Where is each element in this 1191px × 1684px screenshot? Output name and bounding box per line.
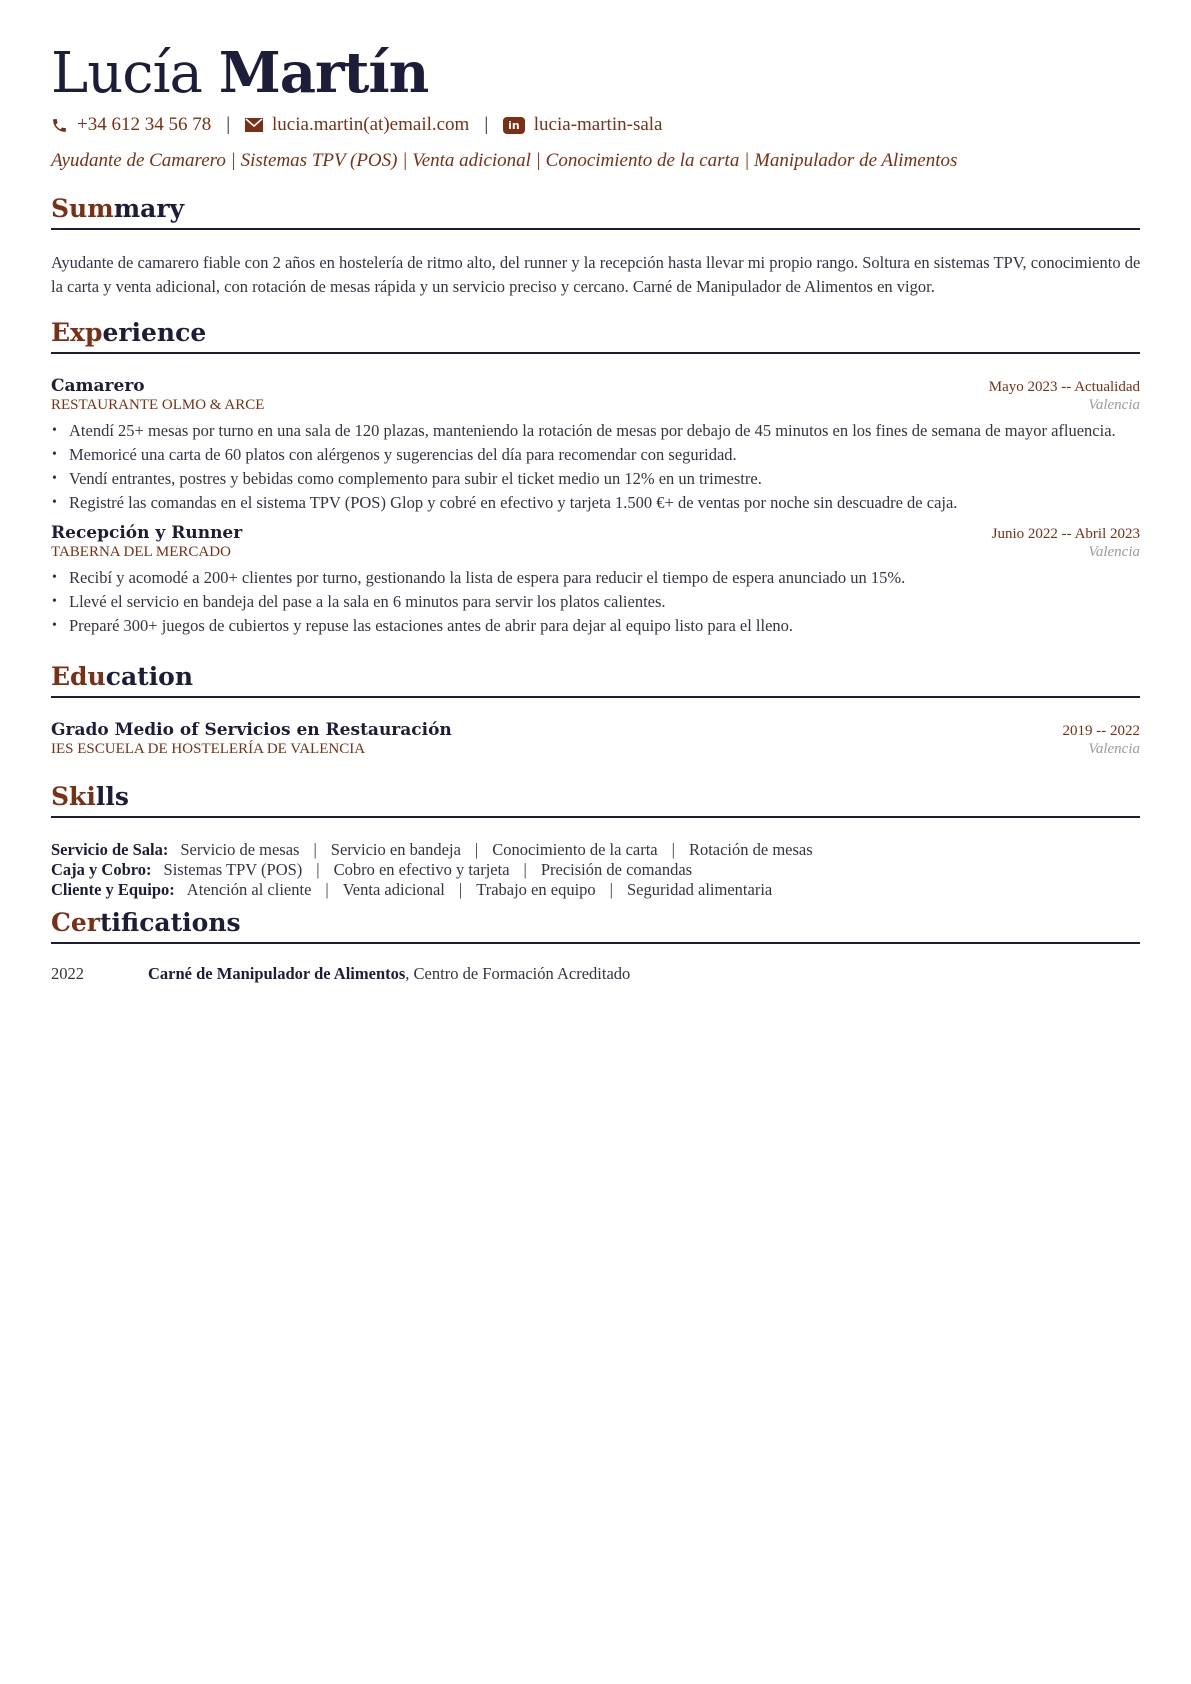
cert-year: 2022 [51, 964, 84, 983]
bullet-item: • Registré las comandas en el sistema TPV (POS) Glop y cobré en efectivo y tarjeta 1.500 €+ de ventas por noche sin descuadre de caja. [69, 491, 1140, 515]
contact-separator: | [226, 114, 231, 135]
phone-icon [51, 117, 68, 134]
cert-issuer: , Centro de Formación Acreditado [405, 964, 631, 983]
bullet-item: • Llevé el servicio en bandeja del pase a la sala en 6 minutos para servir los platos calientes. [69, 590, 1140, 614]
last-name: Martín [218, 40, 429, 106]
skill-item: Servicio en bandeja [330, 840, 461, 859]
job-entry [51, 523, 1140, 638]
skill-separator: | [474, 840, 479, 859]
skill-separator: | [316, 860, 320, 879]
skill-item: Conocimiento de la carta [492, 840, 658, 859]
contact-line [51, 112, 1140, 138]
skill-separator: | [523, 860, 527, 879]
linkedin-icon [503, 117, 525, 134]
section-title-summary [51, 194, 1140, 230]
job-entry [51, 376, 1140, 515]
title-rest: tifications [99, 908, 241, 937]
title-accent: Sum [51, 194, 114, 223]
job-location: Valencia [1088, 544, 1140, 560]
title-rest: cation [105, 662, 194, 691]
bullet-item: • Memoricé una carta de 60 platos con alérgenos y sugerencias del día para recomendar con seguridad. [69, 443, 1140, 467]
skill-item: Venta adicional [342, 880, 445, 899]
tagline: Ayudante de Camarero | Sistemas TPV (POS) | Venta adicional | Conocimiento de la carta | Manipulador de Alimentos [51, 150, 958, 171]
job-dates: Junio 2022 -- Abril 2023 [991, 526, 1140, 542]
degree-title: Grado Medio of Servicios en Restauración [51, 720, 452, 740]
experience-section [51, 318, 1140, 638]
skill-item: Sistemas TPV (POS) [163, 860, 303, 879]
skill-category: Cliente y Equipo: [51, 880, 175, 899]
education-section [51, 662, 1140, 758]
skills-section [51, 782, 1140, 900]
skill-separator: | [671, 840, 675, 859]
skill-category: Caja y Cobro: [51, 860, 152, 879]
title-accent: Cer [51, 908, 100, 937]
job-dates: Mayo 2023 -- Actualidad [988, 379, 1140, 395]
bullet-item: • Atendí 25+ mesas por turno en una sala de 120 plazas, manteniendo la rotación de mesas por debajo de 45 minutos en los fines de semana de mayor afluencia. [69, 419, 1140, 443]
certifications-section [51, 908, 1140, 984]
skill-item: Atención al cliente [186, 880, 312, 899]
school-location: Valencia [1088, 741, 1140, 757]
skill-item: Seguridad alimentaria [626, 880, 773, 899]
skill-item: Cobro en efectivo y tarjeta [333, 860, 510, 879]
title-rest: lls [95, 782, 129, 811]
job-bullets [51, 419, 1140, 515]
summary-section [51, 194, 1140, 299]
skill-category: Servicio de Sala: [51, 840, 169, 859]
title-rest: mary [113, 194, 185, 223]
email-link[interactable]: lucia.martin(at)email.com [272, 114, 470, 135]
section-title-skills [51, 782, 1140, 818]
job-title: Recepción y Runner [51, 523, 243, 543]
school-name: IES ESCUELA DE HOSTELERÍA DE VALENCIA [51, 741, 366, 757]
skill-row [51, 860, 1140, 880]
job-company: RESTAURANTE OLMO & ARCE [51, 397, 265, 413]
summary-text: Ayudante de camarero fiable con 2 años en hostelería de ritmo alto, del runner y la recepción hasta llevar mi propio rango. Soltura en sistemas TPV, conocimiento de la carta y venta adicional, con rotación de mesas rápida y un servicio preciso y cercano. Carné de Manipulador de Alimentos en vigor. [51, 253, 1141, 296]
skill-separator: | [313, 840, 317, 859]
bullet-item: • Preparé 300+ juegos de cubiertos y repuse las estaciones antes de abrir para dejar al equipo listo para el lleno. [69, 614, 1140, 638]
title-accent: Edu [51, 662, 106, 691]
skill-separator: | [609, 880, 613, 899]
skill-row [51, 840, 1140, 860]
section-title-experience [51, 318, 1140, 354]
job-title: Camarero [51, 376, 145, 396]
section-title-education [51, 662, 1140, 698]
skill-item: Trabajo en equipo [476, 880, 596, 899]
skill-row [51, 880, 1140, 900]
section-title-certifications [51, 908, 1140, 944]
title-rest: erience [102, 318, 207, 347]
cert-name: Carné de Manipulador de Alimentos [148, 964, 406, 983]
linkedin-link[interactable]: lucia-martin-sala [533, 114, 663, 135]
skill-item: Servicio de mesas [180, 840, 300, 859]
candidate-name [51, 0, 1140, 108]
skill-separator: | [458, 880, 463, 899]
bullet-item: • Vendí entrantes, postres y bebidas como complemento para subir el ticket medio un 12% en un trimestre. [69, 467, 1140, 491]
certification-entry [51, 964, 1140, 984]
job-company: TABERNA DEL MERCADO [51, 544, 231, 560]
education-dates: 2019 -- 2022 [1062, 723, 1140, 739]
envelope-icon [245, 118, 263, 132]
skill-item: Rotación de mesas [688, 840, 813, 859]
linkedin-badge: in [503, 117, 525, 134]
skills-list [51, 840, 1140, 900]
education-entry [51, 720, 1140, 758]
title-accent: Ski [51, 782, 96, 811]
first-name: Lucía [51, 41, 202, 106]
contact-separator: | [484, 114, 489, 135]
job-bullets [51, 566, 1140, 638]
skill-separator: | [325, 880, 329, 899]
skill-item: Precisión de comandas [540, 860, 693, 879]
job-location: Valencia [1088, 397, 1140, 413]
phone-number[interactable]: +34 612 34 56 78 [77, 114, 212, 135]
title-accent: Exp [51, 318, 103, 347]
bullet-item: • Recibí y acomodé a 200+ clientes por turno, gestionando la lista de espera para reducir el tiempo de espera anunciado un 15%. [69, 566, 1140, 590]
